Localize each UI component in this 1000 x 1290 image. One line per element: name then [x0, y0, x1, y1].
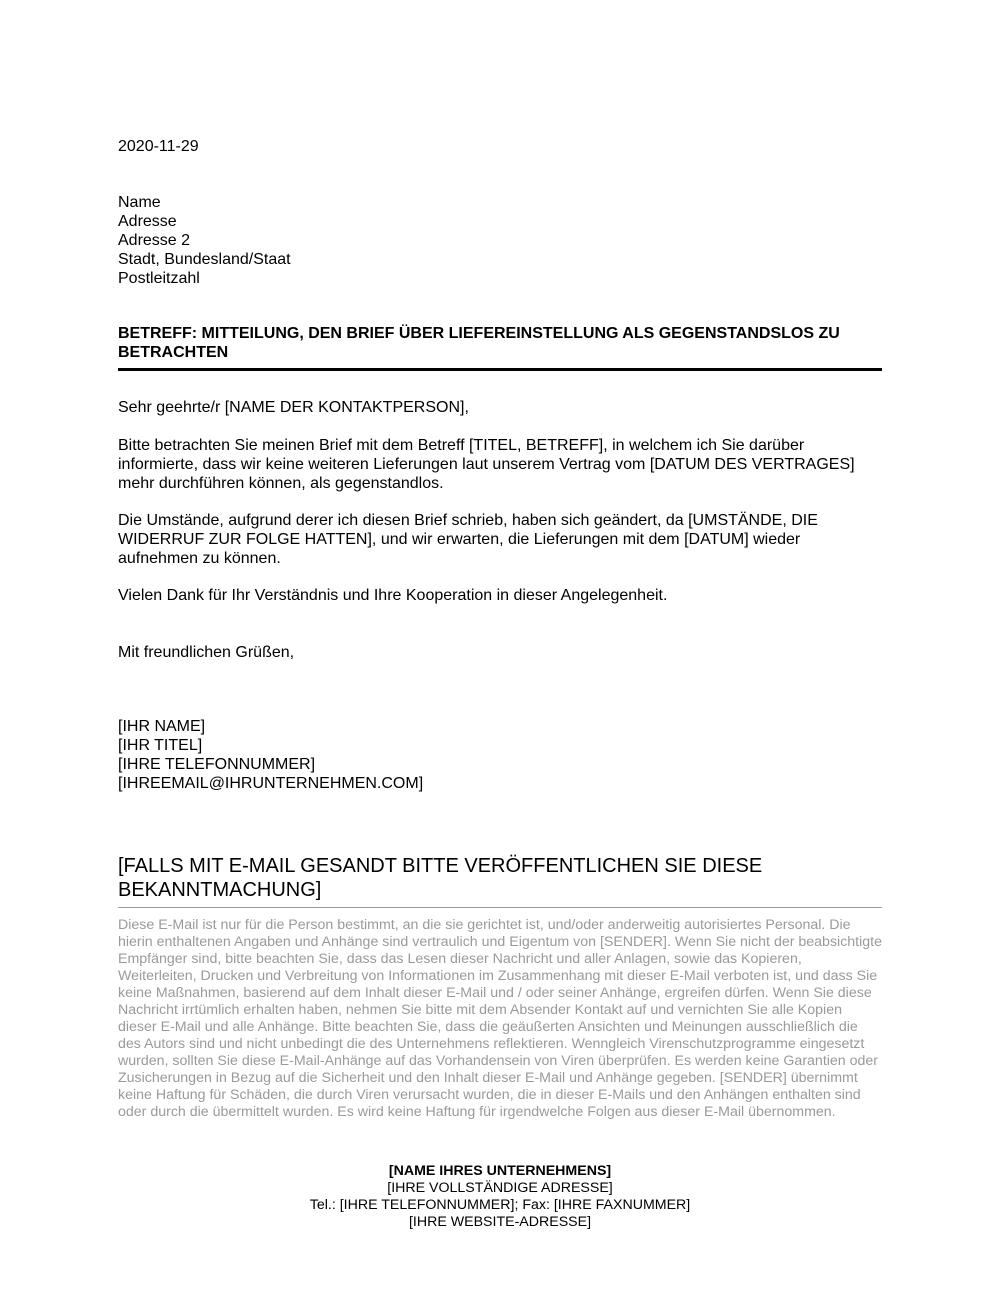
subject-divider — [118, 368, 882, 371]
email-notice-heading: [FALLS MIT E-MAIL GESANDT BITTE VERÖFFENTLICHEN SIE DIESE BEKANNTMACHUNG] — [118, 855, 763, 901]
recipient-address-line-2: Adresse 2 — [118, 232, 191, 249]
footer-website: [IHRE WEBSITE-ADRESSE] — [408, 1214, 592, 1230]
signature-block — [118, 717, 423, 793]
body-paragraph: Vielen Dank für Ihr Verständnis und Ihre Kooperation in dieser Angelegenheit. — [118, 587, 668, 604]
company-footer — [118, 1163, 882, 1231]
recipient-postal-code: Postleitzahl — [118, 270, 200, 287]
signature-name: [IHR NAME] — [118, 718, 206, 735]
notice-divider — [118, 907, 882, 908]
subject-line: BETREFF: MITTEILUNG, DEN BRIEF ÜBER LIEFEREINSTELLUNG ALS GEGENSTANDSLOS ZU BETRACHTEN — [118, 325, 840, 361]
recipient-address-line-1: Adresse — [118, 213, 177, 230]
recipient-city-state: Stadt, Bundesland/Staat — [118, 251, 291, 268]
closing: Mit freundlichen Grüßen, — [118, 644, 295, 661]
letter-date: 2020-11-29 — [118, 138, 199, 155]
body-paragraph: Die Umstände, aufgrund derer ich diesen Brief schrieb, haben sich geändert, da [UMSTÄNDE, DIE WIDERRUF ZUR FOLGE HATTEN], und wir erwarten, die Lieferungen mit dem [DATUM] wieder aufnehmen zu können. — [118, 512, 818, 567]
body-paragraph: Bitte betrachten Sie meinen Brief mit dem Betreff [TITEL, BETREFF], in welchem ich Sie darüber informierte, dass wir keine weiteren Lieferungen laut unserem Vertrag vom [DATUM DES VERTRAGES] mehr durchführen können, als gegenstandlos. — [118, 437, 855, 492]
footer-address: [IHRE VOLLSTÄNDIGE ADRESSE] — [387, 1180, 613, 1196]
footer-contact: Tel.: [IHRE TELEFONNUMMER]; Fax: [IHRE FAXNUMMER] — [309, 1197, 691, 1213]
signature-email: [IHREEMAIL@IHRUNTERNEHMEN.COM] — [118, 775, 424, 792]
recipient-address — [118, 193, 291, 288]
recipient-name: Name — [118, 194, 161, 211]
signature-phone: [IHRE TELEFONNUMMER] — [118, 756, 316, 773]
footer-company-name: [NAME IHRES UNTERNEHMENS] — [388, 1163, 612, 1179]
salutation: Sehr geehrte/r [NAME DER KONTAKTPERSON], — [118, 399, 469, 416]
signature-title: [IHR TITEL] — [118, 737, 203, 754]
email-disclaimer: Diese E-Mail ist nur für die Person bestimmt, an die sie gerichtet ist, und/oder anderweitig autorisiertes Personal. Die hierin enthaltenen Angaben und Anhänge sind vertraulich und Eigentum von [SENDER]. Wenn Sie nicht der beabsichtigte Empfänger sind, bitte beachten Sie, dass das Lesen dieser Nachricht und aller Anlagen, sowie das Kopieren, Weiterleiten, Drucken und Verbreitung von Informationen im Zusammenhang mit dieser E-Mail verboten ist, und dass Sie keine Maßnahmen, basierend auf dem Inhalt dieser E-Mail und / oder seiner Anhänge, ergreifen dürfen. Wenn Sie diese Nachricht irrtümlich erhalten haben, nehmen Sie bitte mit dem Absender Kontakt auf und vernichten Sie alle Kopien dieser E-Mail und alle Anhänge. Bitte beachten Sie, dass die geäußerten Ansichten und Meinungen ausschließlich die des Autors sind und nicht unbedingt die des Unternehmens reflektieren. Wenngleich Virenschutzprogramme eingesetzt wurden, sollten Sie diese E-Mail-Anhänge auf das Vorhandensein von Viren überprüfen. Es werden keine Garantien oder Zusicherungen in Bezug auf die Sicherheit und den Inhalt dieser E-Mail und Anhänge gegeben. [SENDER] übernimmt keine Haftung für Schäden, die durch Viren verursacht wurden, die in dieser E-Mails und den Anhängen enthalten sind oder durch die übermittelt wurden. Es wird keine Haftung für irgendwelche Folgen aus dieser E-Mail übernommen. — [118, 917, 882, 1120]
